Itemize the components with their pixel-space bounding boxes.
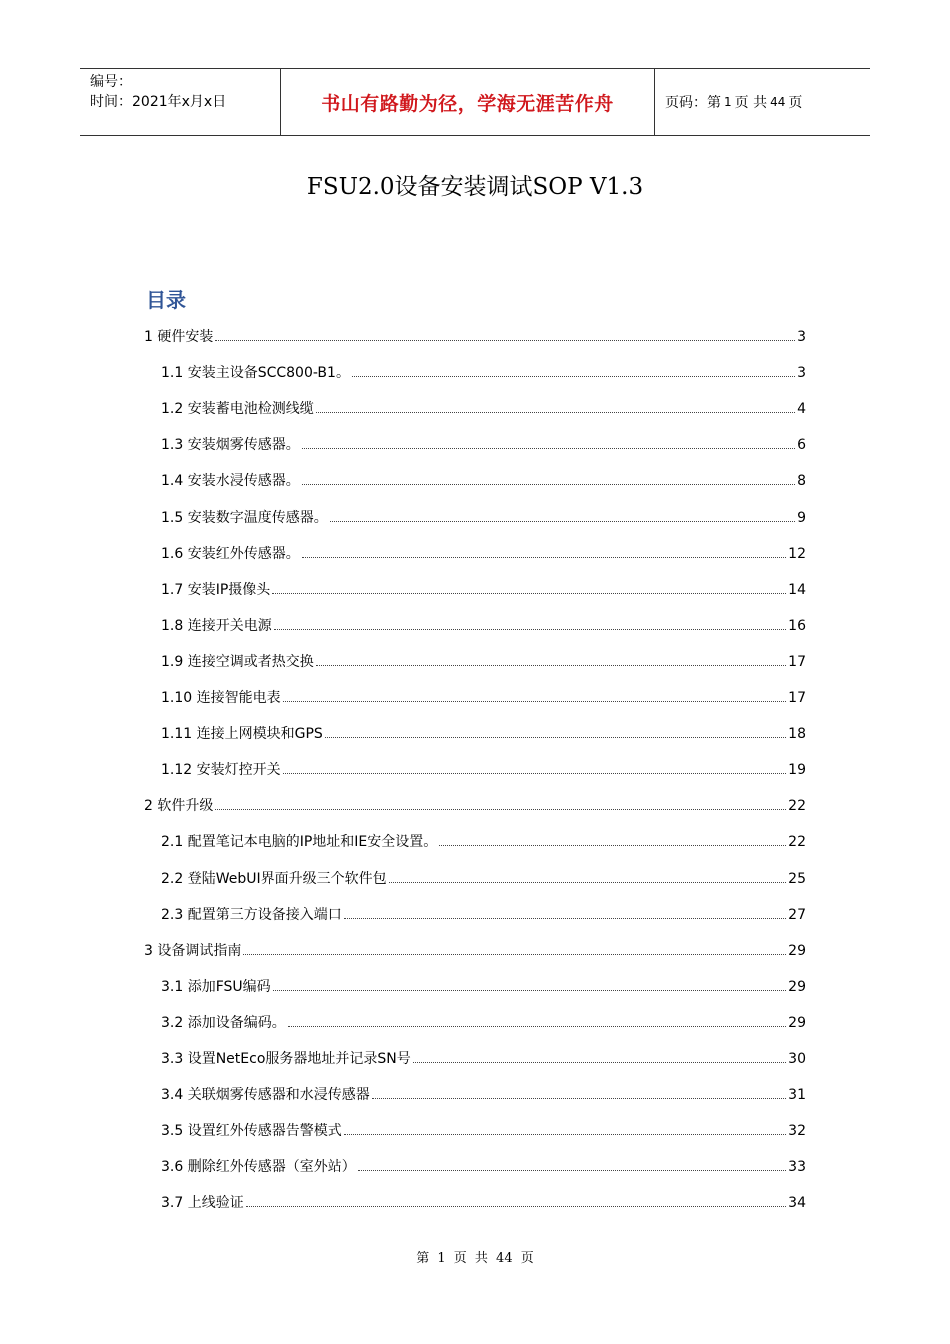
page-mid: 页 共 (734, 95, 768, 111)
toc-entry-page: 32 (788, 1123, 806, 1140)
toc-entry-label: 3.3 设置NetEco服务器地址并记录SN号 (161, 1051, 411, 1067)
toc-entry[interactable] (161, 435, 806, 455)
toc-entry-label: 1 硬件安装 (144, 329, 214, 345)
toc-dot-leader (358, 1157, 786, 1171)
header-motto: 书山有路勤为径，学海无涯苦作舟 (321, 92, 614, 115)
toc-entry-label: 1.2 安装蓄电池检测线缆 (161, 401, 314, 418)
toc-entry[interactable] (161, 1085, 806, 1105)
toc-entry-page: 31 (788, 1087, 806, 1104)
toc-entry[interactable] (161, 724, 806, 744)
toc-entry[interactable] (161, 399, 806, 419)
toc-entry-label: 1.3 安装烟雾传感器。 (161, 437, 300, 454)
toc-entry-label: 1.7 安装IP摄像头 (161, 581, 271, 598)
toc-dot-leader (316, 399, 795, 413)
page-current: 1 (724, 95, 732, 109)
toc-entry-page: 6 (797, 437, 806, 454)
toc-dot-leader (288, 1013, 786, 1027)
toc-entry-page: 29 (788, 1014, 806, 1031)
toc-entry[interactable] (161, 508, 806, 528)
toc-entry[interactable] (161, 652, 806, 672)
toc-entry-page: 22 (788, 834, 806, 851)
toc-entry-label: 1.10 连接智能电表 (161, 690, 281, 706)
toc-entry[interactable] (161, 471, 806, 491)
toc-entry[interactable] (161, 616, 806, 636)
document-time: 时间：2021年x月x日 (90, 94, 227, 110)
toc-dot-leader (439, 832, 786, 846)
toc-entry-label: 2.2 登陆WebUI界面升级三个软件包 (161, 870, 387, 887)
toc-dot-leader (352, 363, 795, 377)
toc-entry[interactable] (144, 796, 806, 816)
toc-entry-page: 9 (797, 509, 806, 526)
toc-entry-page: 34 (788, 1195, 806, 1212)
toc-entry-label: 1.6 安装红外传感器。 (161, 545, 300, 562)
toc-dot-leader (283, 688, 787, 702)
document-title: FSU2.0设备安装调试SOP V1.3 (306, 174, 644, 200)
toc-entry-page: 22 (788, 798, 806, 815)
toc-entry-label: 2.1 配置笔记本电脑的IP地址和IE安全设置。 (161, 834, 438, 851)
toc-entry-label: 3.6 删除红外传感器（室外站） (161, 1159, 356, 1176)
toc-entry-page: 17 (788, 653, 806, 670)
toc-entry-label: 1.5 安装数字温度传感器。 (161, 509, 328, 526)
toc-entry-label: 1.4 安装水浸传感器。 (161, 473, 300, 490)
toc-entry-page: 29 (788, 978, 806, 995)
toc-heading: 目录 (146, 288, 186, 312)
toc-entry-page: 3 (797, 365, 806, 382)
toc-dot-leader (316, 652, 786, 666)
toc-dot-leader (274, 616, 786, 630)
toc-dot-leader (344, 905, 786, 919)
toc-entry[interactable] (161, 905, 806, 925)
page-total: 44 (770, 95, 786, 109)
toc-entry-page: 8 (797, 473, 806, 490)
toc-entry[interactable] (161, 363, 806, 383)
toc-entry-label: 2.3 配置第三方设备接入端口 (161, 906, 342, 923)
toc-dot-leader (215, 796, 786, 810)
toc-entry-label: 3.7 上线验证 (161, 1195, 244, 1212)
toc-entry-page: 33 (788, 1159, 806, 1176)
toc-entry[interactable] (161, 1013, 806, 1033)
toc-entry-page: 14 (788, 581, 806, 598)
toc-entry[interactable] (161, 760, 806, 780)
toc-entry-page: 25 (788, 870, 806, 887)
toc-dot-leader (283, 760, 787, 774)
toc-dot-leader (246, 1193, 786, 1207)
toc-dot-leader (302, 435, 795, 449)
toc-entry-page: 12 (788, 545, 806, 562)
toc-entry[interactable] (161, 1193, 806, 1213)
toc-dot-leader (273, 977, 787, 991)
toc-entry-page: 30 (788, 1051, 806, 1067)
toc-entry-page: 16 (788, 617, 806, 634)
toc-entry-page: 17 (788, 690, 806, 706)
toc-entry-label: 3.1 添加FSU编码 (161, 978, 271, 995)
toc-dot-leader (215, 327, 795, 341)
toc-entry[interactable] (161, 544, 806, 564)
toc-entry[interactable] (161, 977, 806, 997)
toc-dot-leader (330, 508, 795, 522)
toc-entry[interactable] (161, 1121, 806, 1141)
toc-dot-leader (413, 1049, 786, 1063)
toc-dot-leader (344, 1121, 786, 1135)
toc-entry[interactable] (144, 327, 806, 347)
toc-entry[interactable] (161, 1157, 806, 1177)
toc-entry-label: 3.4 关联烟雾传感器和水浸传感器 (161, 1087, 370, 1104)
toc-entry-page: 18 (788, 726, 806, 743)
toc-entry-page: 19 (788, 762, 806, 779)
toc-entry-label: 3.5 设置红外传感器告警模式 (161, 1123, 342, 1140)
page-footer: 第 1 页 共 44 页 (416, 1251, 534, 1266)
toc-entry-page: 3 (797, 329, 806, 345)
toc-entry-label: 1.11 连接上网模块和GPS (161, 726, 323, 743)
toc-entry[interactable] (161, 688, 806, 708)
toc-entry-label: 1.9 连接空调或者热交换 (161, 653, 314, 670)
toc-dot-leader (302, 544, 786, 558)
toc-entry-page: 27 (788, 906, 806, 923)
document-code-label: 编号： (90, 74, 132, 90)
page-prefix: 页码：第 (665, 95, 721, 111)
toc-dot-leader (389, 869, 787, 883)
toc-entry[interactable] (161, 580, 806, 600)
page-suffix: 页 (788, 95, 803, 111)
toc-entry[interactable] (144, 941, 806, 961)
toc-dot-leader (372, 1085, 786, 1099)
toc-entry-label: 1.12 安装灯控开关 (161, 762, 281, 779)
toc-entry[interactable] (161, 1049, 806, 1069)
toc-entry-label: 2 软件升级 (144, 798, 214, 815)
toc-entry[interactable] (161, 869, 806, 889)
toc-entry-label: 3.2 添加设备编码。 (161, 1014, 286, 1031)
toc-entry-label: 3 设备调试指南 (144, 942, 242, 959)
toc-entry-label: 1.8 连接开关电源 (161, 617, 272, 634)
toc-entry-page: 29 (788, 942, 806, 959)
toc-dot-leader (272, 580, 786, 594)
toc-entry-page: 4 (797, 401, 806, 418)
toc-dot-leader (302, 471, 795, 485)
toc-entry[interactable] (161, 832, 806, 852)
toc-dot-leader (325, 724, 786, 738)
toc-entry-label: 1.1 安装主设备SCC800-B1。 (161, 365, 350, 382)
toc-dot-leader (243, 941, 786, 955)
